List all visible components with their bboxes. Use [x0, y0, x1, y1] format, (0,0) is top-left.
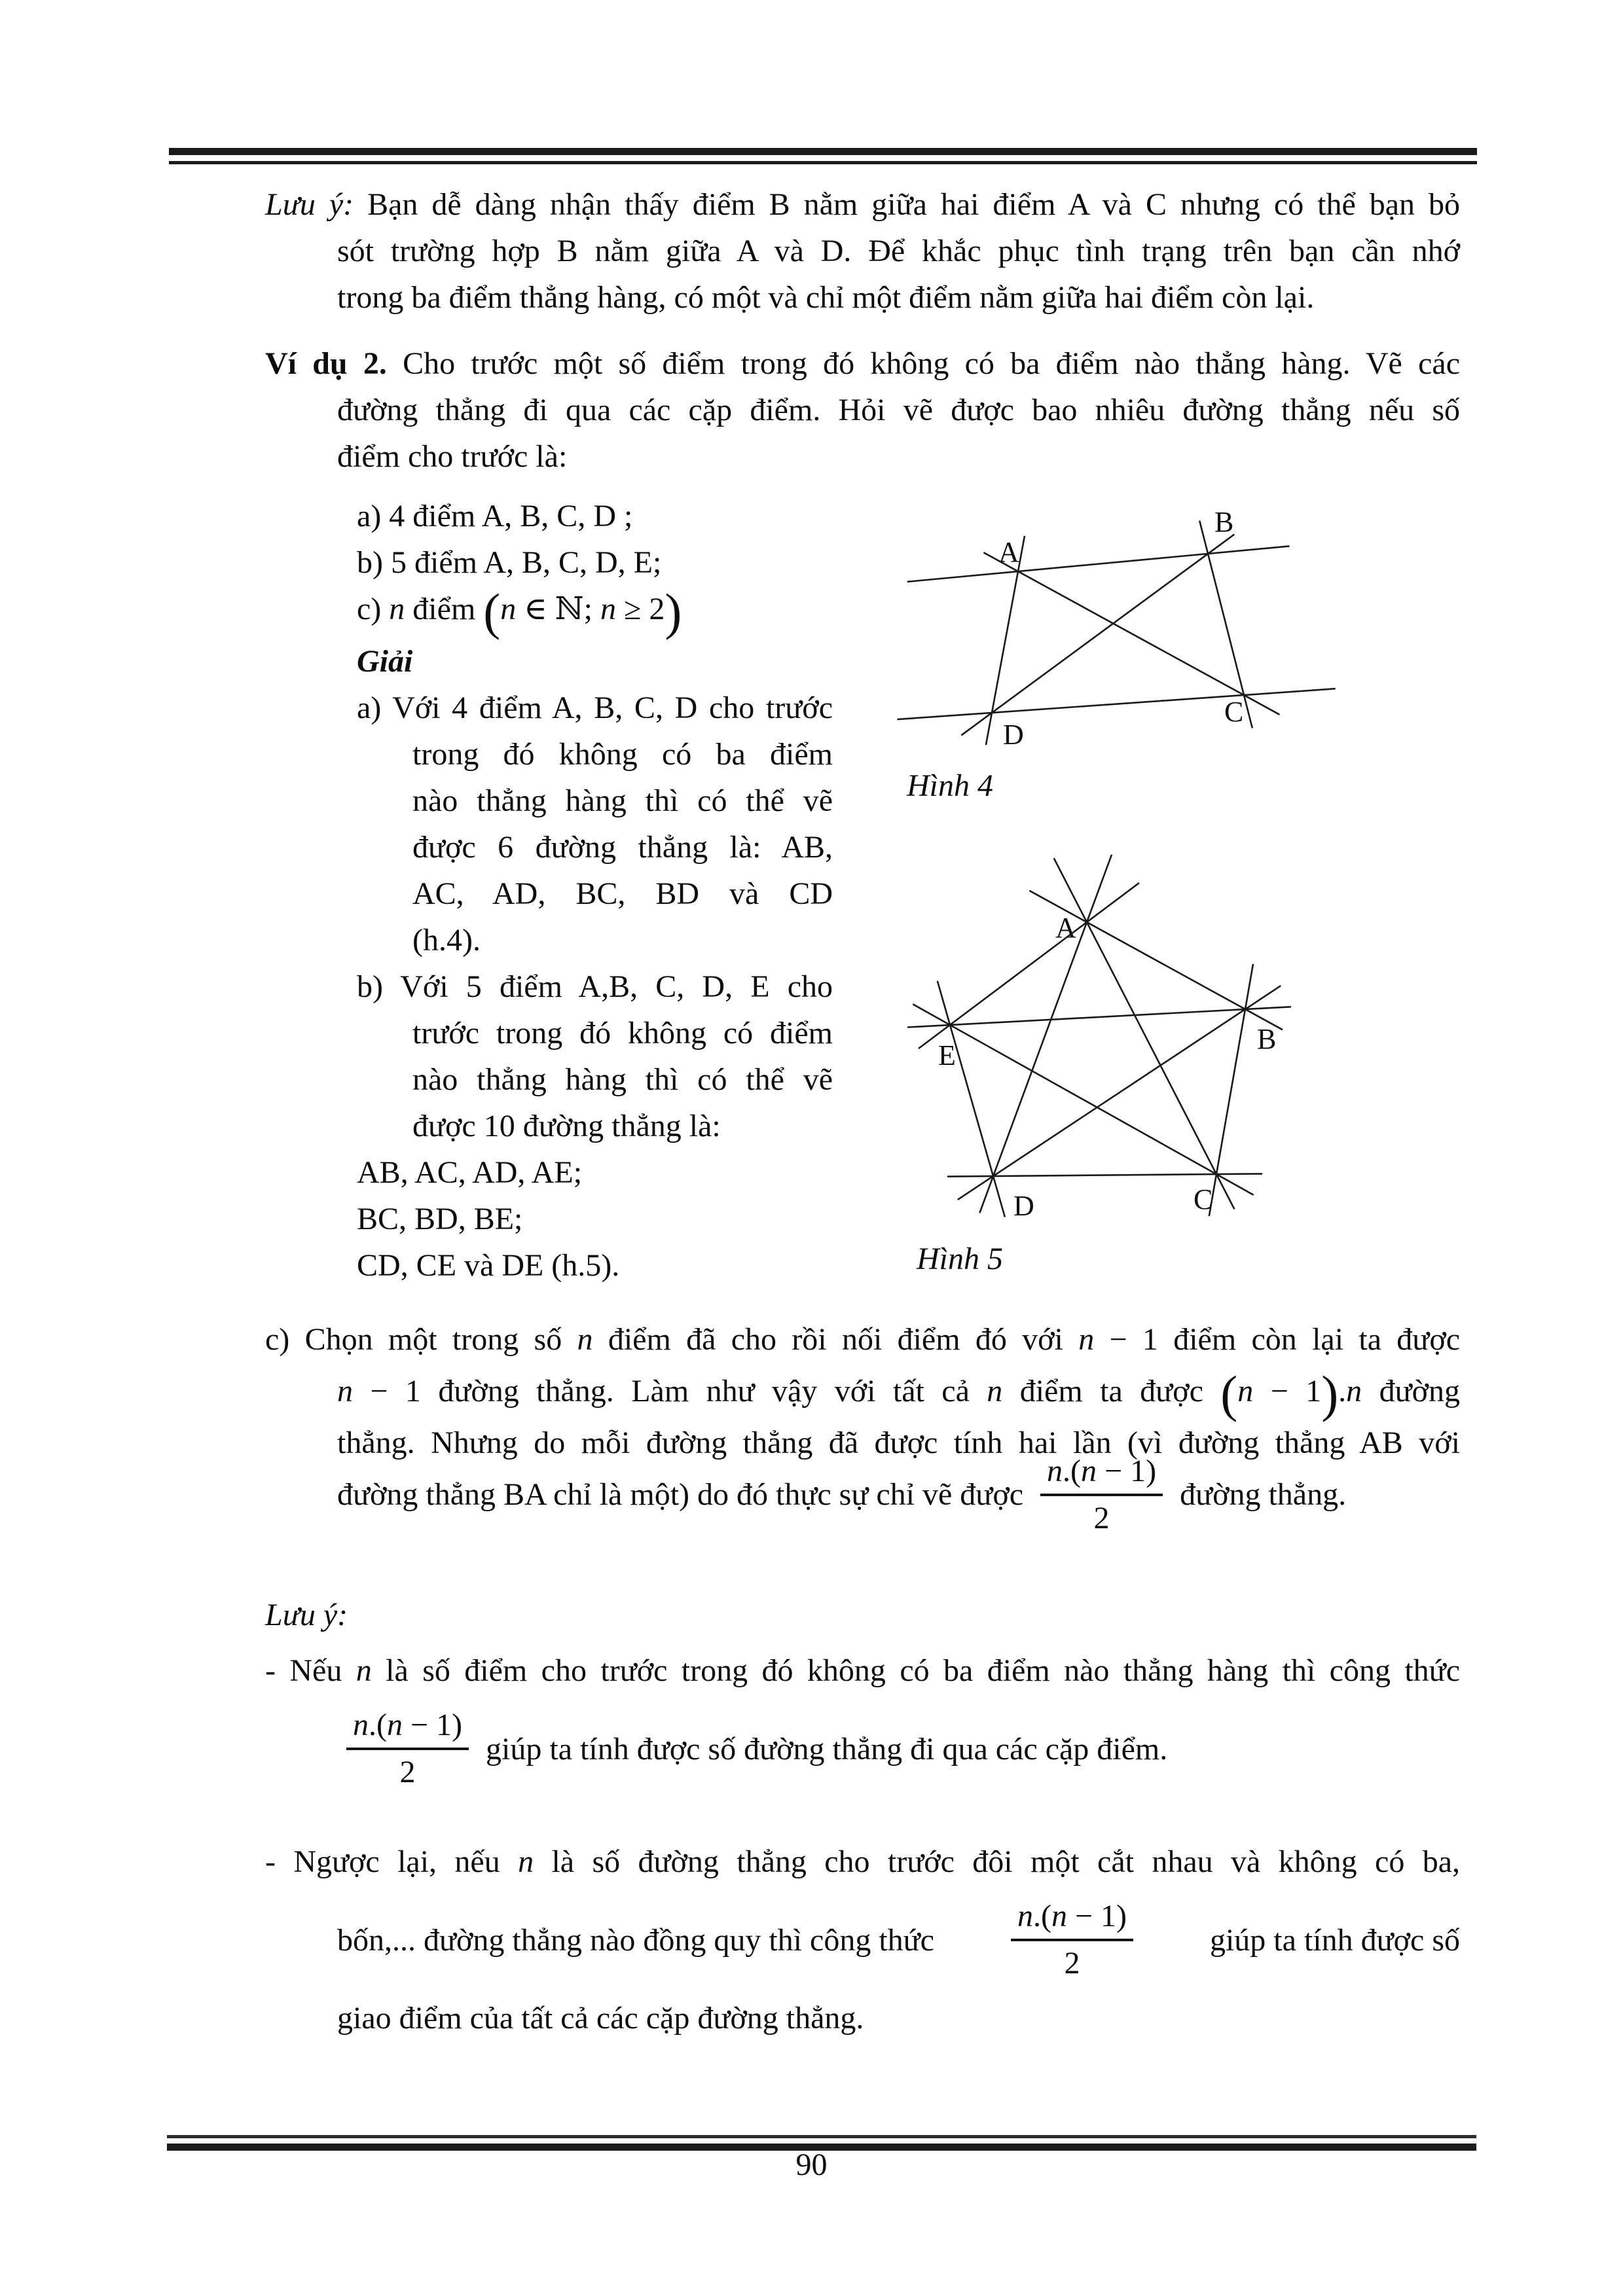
paragraph-note-2-label [265, 1592, 527, 1638]
text-line: trong ba điểm thẳng hàng, có một và chỉ một điểm nằm giữa hai điểm còn lại. [337, 280, 1315, 315]
figure-5-caption: Hình 5 [917, 1242, 1003, 1276]
point-label: E [938, 1039, 956, 1071]
text-line: - Nếu n là số điểm cho trước trong đó không có ba điểm nào thẳng hàng thì công thức [265, 1653, 1461, 1688]
text-line: AC, AD, BC, BD và CD [412, 876, 833, 911]
text-line: được 10 đường thẳng là: [412, 1109, 721, 1143]
solution-heading [357, 638, 619, 685]
text-line: Lưu ý: [265, 1598, 348, 1632]
text-line: - Ngược lại, nếu n là số đường thẳng cho trước đôi một cắt nhau và không có ba, [265, 1844, 1460, 1879]
text-line: BC, BD, BE; [357, 1202, 523, 1236]
fraction: $\frac{n.(n - 1)}{2}$ [1040, 1454, 1163, 1535]
text-line: đường thẳng BA chỉ là một) do đó thực sự chỉ vẽ được $\frac{n.(n - 1)}{2}$ đường thẳng. [337, 1453, 1347, 1535]
text-line: Lưu ý: Bạn dễ dàng nhận thấy điểm B nằm giữa hai điểm A và C nhưng có thể bạn bỏ [265, 187, 1460, 222]
text-line: thẳng. Nhưng do mỗi đường thẳng đã được tính hai lần (vì đường thẳng AB với [337, 1426, 1460, 1460]
text-line: trong đó không có ba điểm [412, 737, 833, 772]
figure-line [913, 1004, 1253, 1195]
figure-line [983, 552, 1279, 715]
text-line: trước trong đó không có điểm [412, 1016, 833, 1050]
text-line: đường thẳng đi qua các cặp điểm. Hỏi vẽ được bao nhiêu đường thẳng nếu số [337, 393, 1460, 427]
point-label: A [1055, 912, 1076, 944]
top-double-rule [169, 148, 1477, 164]
fraction: $\frac{n.(n - 1)}{2}$ [1011, 1899, 1133, 1981]
figure-5-diagram [851, 844, 1506, 1263]
text-line: nào thẳng hàng thì có thể vẽ [412, 1062, 833, 1097]
figure-4-caption: Hình 4 [907, 768, 993, 803]
text-line: b) 5 điểm A, B, C, D, E; [357, 545, 662, 580]
figure-line [938, 981, 1005, 1217]
figure-svg [851, 844, 1506, 1263]
figure-line [919, 883, 1139, 1049]
text-line: CD, CE và DE (h.5). [357, 1248, 620, 1283]
point-label: B [1257, 1023, 1277, 1055]
point-label: D [1013, 1190, 1034, 1222]
note-bullet-2 [265, 1839, 1460, 2041]
text-line: sót trường hợp B nằm giữa A và D. Để khắc phục tình trạng trên bạn cần nhớ [337, 234, 1460, 268]
paragraph-example-2 [265, 340, 1460, 480]
text-line: c) n điểm (n ∈ ℕ; n ≥ 2) [357, 583, 682, 640]
note-bullet-1 [265, 1647, 1460, 1804]
paragraph-note-1 [265, 181, 1460, 321]
fraction: $\frac{n.(n - 1)}{2}$ [346, 1708, 469, 1789]
point-label: A [998, 536, 1019, 568]
text-line: a) Với 4 điểm A, B, C, D cho trước [357, 691, 833, 725]
text-line: nào thẳng hàng thì có thể vẽ [412, 783, 833, 818]
solution-part-a [357, 685, 833, 963]
text-line: Ví dụ 2. Cho trước một số điểm trong đó không có ba điểm nào thẳng hàng. Vẽ các [265, 346, 1460, 381]
figure-line [979, 855, 1112, 1213]
figure-line [897, 689, 1335, 719]
text-line: điểm cho trước là: [337, 439, 568, 474]
point-label: C [1224, 696, 1244, 728]
text-line: được 6 đường thẳng là: AB, [412, 830, 833, 865]
point-label: C [1194, 1183, 1213, 1215]
text-line: (h.4). [412, 923, 481, 958]
text-line: giao điểm của tất cả các cặp đường thẳng. [337, 2001, 864, 2036]
solution-part-c [265, 1314, 1461, 1535]
text-line: a) 4 điểm A, B, C, D ; [357, 499, 633, 533]
text-line: b) Với 5 điểm A,B, C, D, E cho [357, 969, 833, 1004]
solution-part-b [357, 963, 833, 1149]
text-line: bốn,... đường thẳng nào đồng quy thì công thức $\frac{n.(n - 1)}{2}$ giúp ta tính được số [337, 1899, 1460, 1981]
text-line: AB, AC, AD, AE; [357, 1155, 583, 1190]
figure-line [958, 986, 1281, 1200]
text-line: $\frac{n.(n - 1)}{2}$ giúp ta tính được số đường thẳng đi qua các cặp điểm. [265, 1694, 1460, 1804]
page-number: 90 [795, 2147, 828, 2182]
text-line: Giải [357, 644, 413, 679]
text-line: c) Chọn một trong số n điểm đã cho rồi nối điểm đó với n − 1 điểm còn lại ta được [265, 1322, 1461, 1357]
text-line: n − 1 đường thẳng. Làm như vậy với tất cả n điểm ta được (n − 1).n đường [337, 1365, 1460, 1422]
figure-line [907, 546, 1290, 581]
point-label: B [1214, 506, 1234, 538]
point-label: D [1003, 719, 1024, 751]
